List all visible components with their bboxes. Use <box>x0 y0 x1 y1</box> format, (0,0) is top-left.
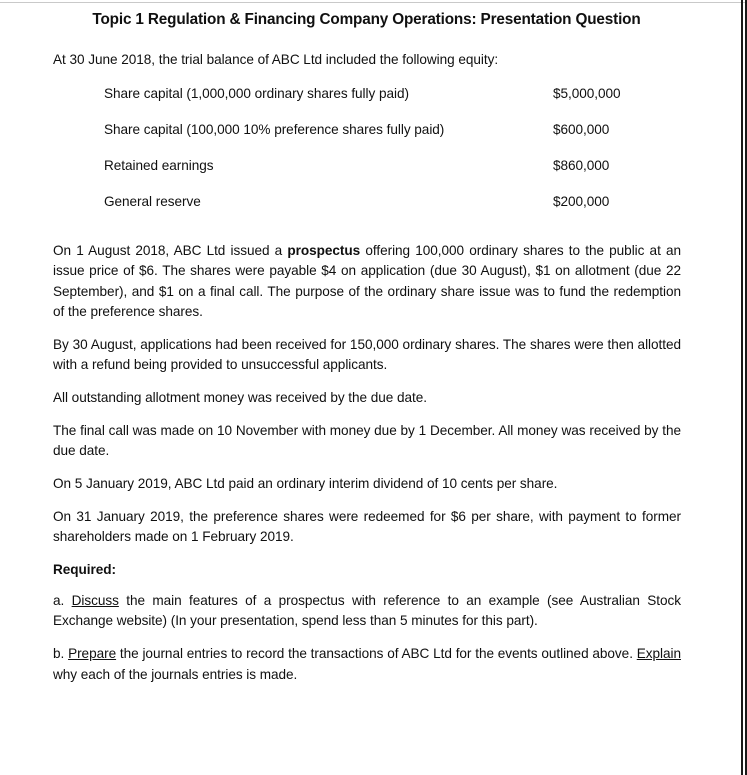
item-b-text-1: the journal entries to record the transactions of ABC Ltd for the events outlined above. <box>116 646 637 662</box>
page-title: Topic 1 Regulation & Financing Company Operations: Presentation Question <box>92 11 641 28</box>
equity-amount: $600,000 <box>553 122 610 138</box>
table-row <box>53 192 681 228</box>
item-b-verb-prepare: Prepare <box>68 646 117 662</box>
paragraph-prospectus-issue <box>53 241 681 322</box>
prospectus-text-after: offering 100,000 ordinary shares to the public at an issue price of $6. The shares were payable $4 on application (due 30 August), $1 on allotment (due 22 September), and $1 on a final call. The purpose of the ordinary share issue was to fund the redemption of the preference shares. <box>53 242 682 319</box>
equity-label: Retained earnings <box>104 158 214 174</box>
equity-table <box>53 84 681 228</box>
equity-label: Share capital (100,000 10% preference shares fully paid) <box>104 122 445 138</box>
item-b-text-2: why each of the journals entries is made. <box>53 666 298 682</box>
table-row <box>53 120 681 156</box>
prospectus-text-before: On 1 August 2018, ABC Ltd issued a <box>53 242 288 258</box>
equity-amount: $200,000 <box>553 194 610 210</box>
table-row <box>53 84 681 120</box>
required-heading: Required: <box>53 561 116 577</box>
item-a-marker: a. <box>53 593 72 609</box>
intro-text: At 30 June 2018, the trial balance of ABC Ltd included the following equity: <box>53 52 499 67</box>
paragraph-final-call: The final call was made on 10 November with money due by 1 December. All money was received by the due date. <box>53 422 681 458</box>
equity-amount: $860,000 <box>553 158 610 174</box>
required-item-a <box>53 591 681 632</box>
intro-paragraph <box>53 50 681 70</box>
item-a-verb: Discuss <box>71 593 119 609</box>
paragraph-allotment-money: All outstanding allotment money was received by the due date. <box>53 389 428 405</box>
item-b-marker: b. <box>53 646 69 662</box>
paragraph-interim-dividend: On 5 January 2019, ABC Ltd paid an ordinary interim dividend of 10 cents per share. <box>53 475 558 491</box>
equity-label: General reserve <box>104 194 201 210</box>
document-body <box>53 50 681 697</box>
item-b-verb-explain: Explain <box>636 646 681 662</box>
page-right-border <box>741 0 743 775</box>
paragraph-redemption: On 31 January 2019, the preference shares were redeemed for $6 per share, with payment to former shareholders made on 1 February 2019. <box>53 508 681 544</box>
required-item-b <box>53 644 681 685</box>
item-a-text: the main features of a prospectus with reference to an example (see Australian Stock Exchange website) (In your presentation, spend less than 5 minutes for this part). <box>53 593 681 629</box>
equity-amount: $5,000,000 <box>553 86 621 102</box>
equity-label: Share capital (1,000,000 ordinary shares fully paid) <box>104 86 409 102</box>
prospectus-keyword: prospectus <box>287 242 361 258</box>
table-row <box>53 156 681 192</box>
paragraph-applications: By 30 August, applications had been received for 150,000 ordinary shares. The shares were then allotted with a refund being provided to unsuccessful applicants. <box>53 336 681 373</box>
